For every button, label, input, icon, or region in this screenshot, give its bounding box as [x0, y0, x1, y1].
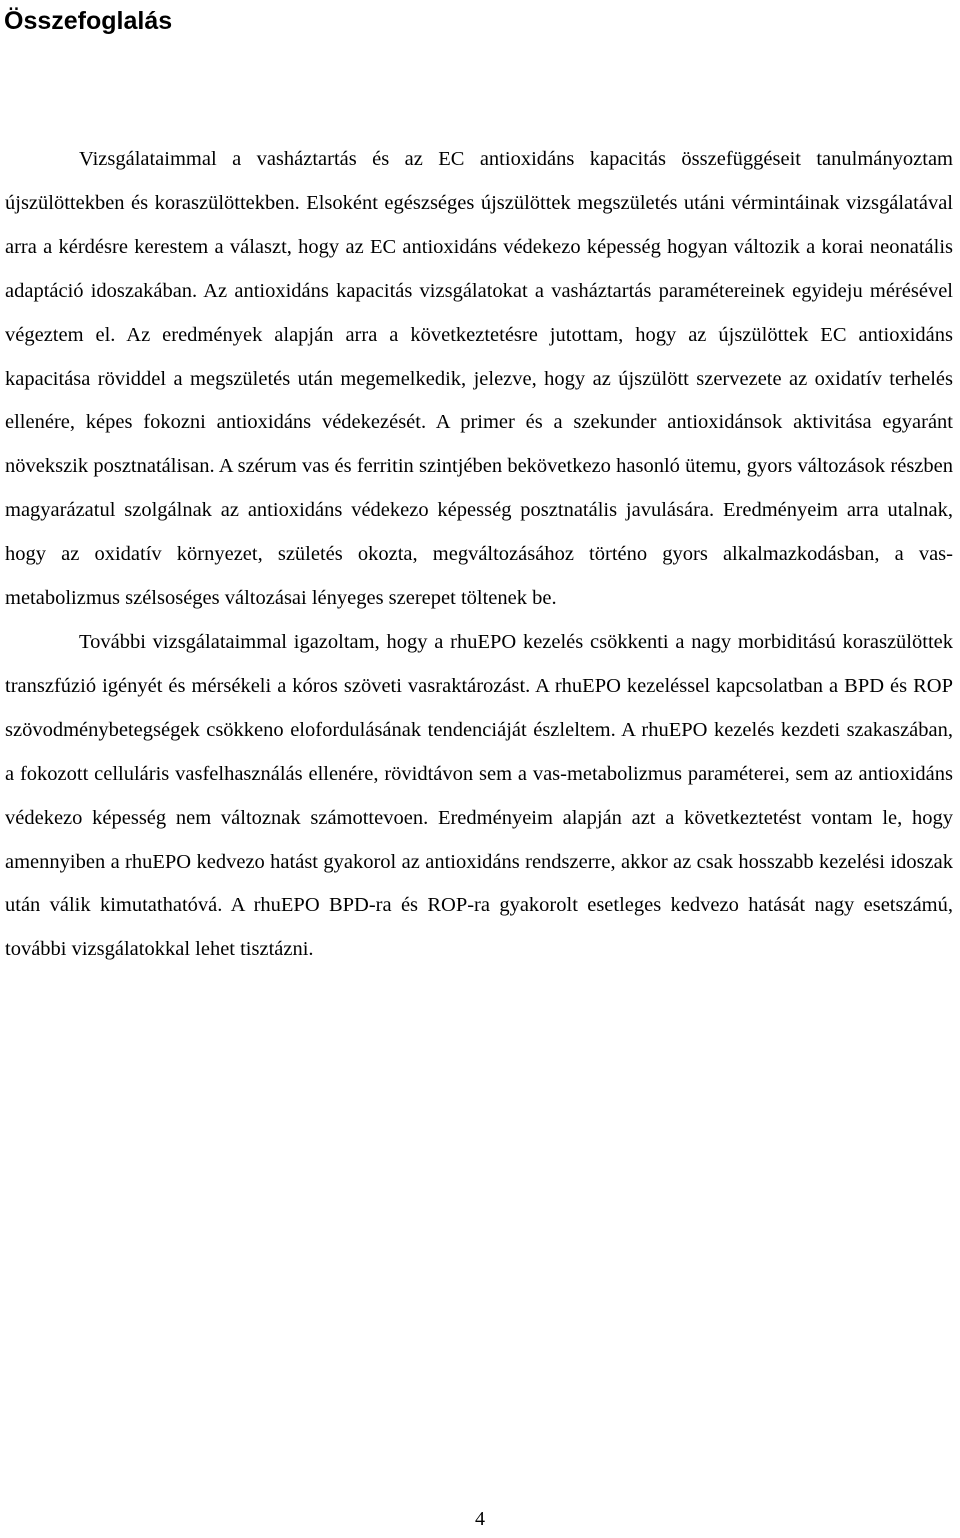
section-heading: Összefoglalás [4, 7, 173, 35]
page-number: 4 [475, 1508, 485, 1530]
paragraph-1: Vizsgálataimmal a vasháztartás és az EC antioxidáns kapacitás összefüggéseit tanulmányoztam újszülöttekben és koraszülöttekben. Elsoként egészséges újszülöttek megszületés utáni vérmintáinak vizsgálatával arra a kérdésre kerestem a választ, hogy az EC antioxidáns védekezo képesség hogyan változik a korai neonatális adaptáció idoszakában. Az antioxidáns kapacitás vizsgálatokat a vasháztartás paramétereinek egyideju mérésével végeztem el. Az eredmények alapján arra a következtetésre jutottam, hogy az újszülöttek EC antioxidáns kapacitása röviddel a megszületés után megemelkedik, jelezve, hogy az újszülött szervezete az oxidatív terhelés ellenére, képes fokozni antioxidáns védekezését. A primer és a szekunder antioxidánsok aktivitása egyaránt növekszik posztnatálisan. A szérum vas és ferritin szintjében bekövetkezo hasonló ütemu, gyors változások részben magyarázatul szolgálnak az antioxidáns védekezo képesség posztnatális javulására. Eredményeim arra utalnak, hogy az oxidatív környezet, születés okozta, megváltozásához történo gyors alkalmazkodásban, a vas-metabolizmus szélsoséges változásai lényeges szerepet töltenek be. [5, 148, 953, 610]
body-text [5, 138, 953, 972]
paragraph-2: További vizsgálataimmal igazoltam, hogy a rhuEPO kezelés csökkenti a nagy morbiditású koraszülöttek transzfúzió igényét és mérsékeli a kóros szöveti vasraktározást. A rhuEPO kezeléssel kapcsolatban a BPD és ROP szövodménybetegségek csökkeno elofordulásának tendenciáját észleltem. A rhuEPO kezelés kezdeti szakaszában, a fokozott celluláris vasfelhasználás ellenére, rövidtávon sem a vas-metabolizmus paraméterei, sem az antioxidáns védekezo képesség nem változnak számottevoen. Eredményeim alapján azt a következtetést vontam le, hogy amennyiben a rhuEPO kedvezo hatást gyakorol az antioxidáns rendszerre, akkor az csak hosszabb kezelési idoszak után válik kimutathatóvá. A rhuEPO BPD-ra és ROP-ra gyakorolt esetleges kedvezo hatását nagy esetszámú, további vizsgálatokkal lehet tisztázni. [5, 630, 953, 961]
